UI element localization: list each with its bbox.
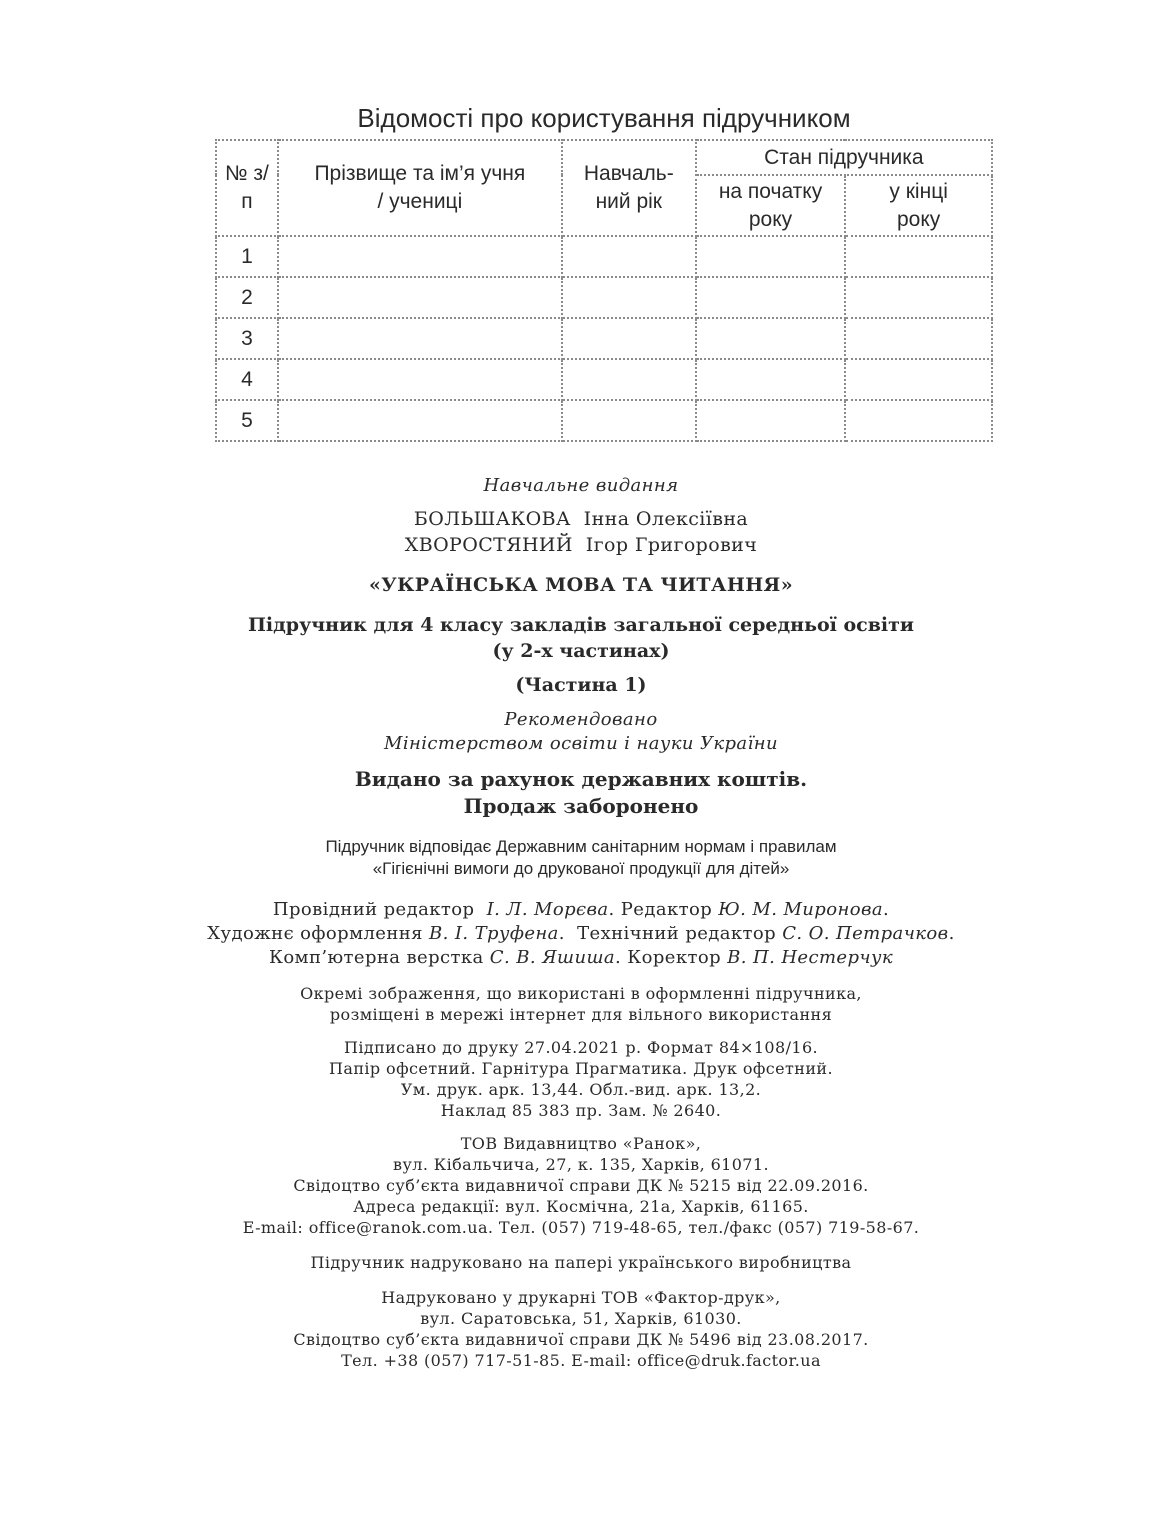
row-number: 3: [216, 318, 278, 359]
publisher-line: Адреса редакції: вул. Космічна, 21а, Харків, 61165.: [353, 1197, 809, 1216]
cell-year: [562, 359, 696, 400]
recommended-line: Рекомендовано: [504, 709, 658, 730]
credits-line-1: Провідний редактор І. Л. Морєва. Редактор Ю. М. Миронова.: [272, 899, 890, 920]
cell-year: [562, 236, 696, 277]
header-year: Навчаль-ний рік: [562, 140, 696, 236]
publisher-line: вул. Кібальчича, 27, к. 135, Харків, 61071.: [393, 1155, 769, 1174]
credit-name: С. В. Яшиша: [489, 947, 616, 968]
cell-name: [278, 318, 562, 359]
printer-contact: Тел. +38 (057) 717-51-85. E-mail: office@druk.factor.ua: [341, 1351, 821, 1370]
print-detail: Підписано до друку 27.04.2021 р. Формат 84×108/16.: [343, 1038, 819, 1057]
header-name: Прізвище та ім’я учня / учениці: [278, 140, 562, 236]
cell-end: [845, 400, 992, 441]
table-row: [216, 236, 992, 277]
cell-name: [278, 359, 562, 400]
credit-name: С. О. Петрачков: [782, 923, 949, 944]
credits-line-3: Комп’ютерна верстка С. В. Яшиша. Коректор В. П. Нестерчук: [268, 947, 893, 968]
images-note: Окремі зображення, що використані в оформленні підручника,: [300, 984, 862, 1003]
credit-label: Технічний редактор: [577, 923, 777, 944]
cell-name: [278, 400, 562, 441]
credit-name: Ю. М. Миронова: [718, 899, 883, 920]
table-row: [216, 400, 992, 441]
cell-start: [696, 400, 846, 441]
usage-table-title: Відомості про користування підручником: [357, 103, 851, 133]
credit-name: В. П. Нестерчук: [727, 947, 893, 968]
cell-start: [696, 359, 846, 400]
cell-year: [562, 318, 696, 359]
cell-year: [562, 277, 696, 318]
paper-note: Підручник надруковано на папері українського виробництва: [310, 1253, 852, 1272]
row-number: 4: [216, 359, 278, 400]
header-number: № з/п: [216, 140, 278, 236]
state-funds-note: Видано за рахунок державних коштів.: [354, 767, 808, 791]
publisher-line: Свідоцтво суб’єкта видавничої справи ДК № 5215 від 22.09.2016.: [293, 1176, 869, 1195]
cell-end: [845, 277, 992, 318]
sanitary-note: Підручник відповідає Державним санітарним нормам і правилам: [325, 837, 837, 856]
book-title: «УКРАЇНСЬКА МОВА ТА ЧИТАННЯ»: [369, 574, 793, 596]
printer-line: вул. Саратовська, 51, Харків, 61030.: [420, 1309, 742, 1328]
credit-label: Коректор: [627, 947, 721, 968]
book-part: (Частина 1): [515, 674, 647, 696]
author-name: Інна Олексіївна: [583, 508, 749, 530]
author-name: Ігор Григорович: [585, 534, 758, 556]
print-detail: Наклад 85 383 пр. Зам. № 2640.: [440, 1101, 722, 1120]
credit-label: Художнє оформлення: [207, 923, 423, 944]
cell-name: [278, 236, 562, 277]
cell-year: [562, 400, 696, 441]
print-detail: Ум. друк. арк. 13,44. Обл.-вид. арк. 13,2.: [400, 1080, 762, 1099]
book-subtitle-parts: (у 2-х частинах): [492, 640, 670, 662]
header-condition-end: у кінці року: [845, 175, 992, 236]
cell-end: [845, 318, 992, 359]
credit-name: І. Л. Морєва: [486, 899, 609, 920]
credit-label: Редактор: [620, 899, 713, 920]
edition-type: Навчальне видання: [483, 475, 679, 496]
print-detail: Папір офсетний. Гарнітура Прагматика. Друк офсетний.: [329, 1059, 833, 1078]
sanitary-note-title: «Гігієнічні вимоги до друкованої продукції для дітей»: [372, 859, 790, 878]
table-row: [216, 277, 992, 318]
author-surname: ХВОРОСТЯНИЙ: [404, 534, 573, 556]
cell-start: [696, 236, 846, 277]
publisher-line: ТОВ Видавництво «Ранок»,: [460, 1134, 702, 1153]
credit-label: Комп’ютерна верстка: [268, 947, 484, 968]
author-line: [0, 532, 1162, 558]
table-row: [216, 318, 992, 359]
imprint: [0, 470, 1162, 1371]
cell-end: [845, 236, 992, 277]
cell-name: [278, 277, 562, 318]
credit-label: Провідний редактор: [272, 899, 475, 920]
credit-name: В. І. Труфена: [429, 923, 559, 944]
cell-start: [696, 277, 846, 318]
cell-end: [845, 359, 992, 400]
row-number: 5: [216, 400, 278, 441]
header-condition: Стан підручника: [696, 140, 992, 175]
printer-line: Свідоцтво суб’єкта видавничої справи ДК № 5496 від 23.08.2017.: [293, 1330, 869, 1349]
row-number: 2: [216, 277, 278, 318]
images-note-2: розміщені в мережі інтернет для вільного використання: [329, 1005, 833, 1024]
row-number: 1: [216, 236, 278, 277]
credits-line-2: Художнє оформлення В. І. Труфена. Технічний редактор С. О. Петрачков.: [207, 923, 955, 944]
cell-start: [696, 318, 846, 359]
author-line: [0, 506, 1162, 532]
header-condition-start: на початку року: [696, 175, 846, 236]
author-surname: БОЛЬШАКОВА: [413, 508, 571, 530]
usage-table: [215, 139, 993, 442]
recommended-ministry: Міністерством освіти і науки України: [384, 733, 778, 754]
publisher-contact: E-mail: office@ranok.com.ua. Тел. (057) 719-48-65, тел./факс (057) 719-58-67.: [242, 1218, 920, 1237]
book-subtitle: Підручник для 4 класу закладів загальної середньої освіти: [247, 614, 915, 636]
sale-prohibited-note: Продаж заборонено: [463, 794, 699, 818]
printer-line: Надруковано у друкарні ТОВ «Фактор-друк»,: [381, 1288, 781, 1307]
table-row: [216, 359, 992, 400]
